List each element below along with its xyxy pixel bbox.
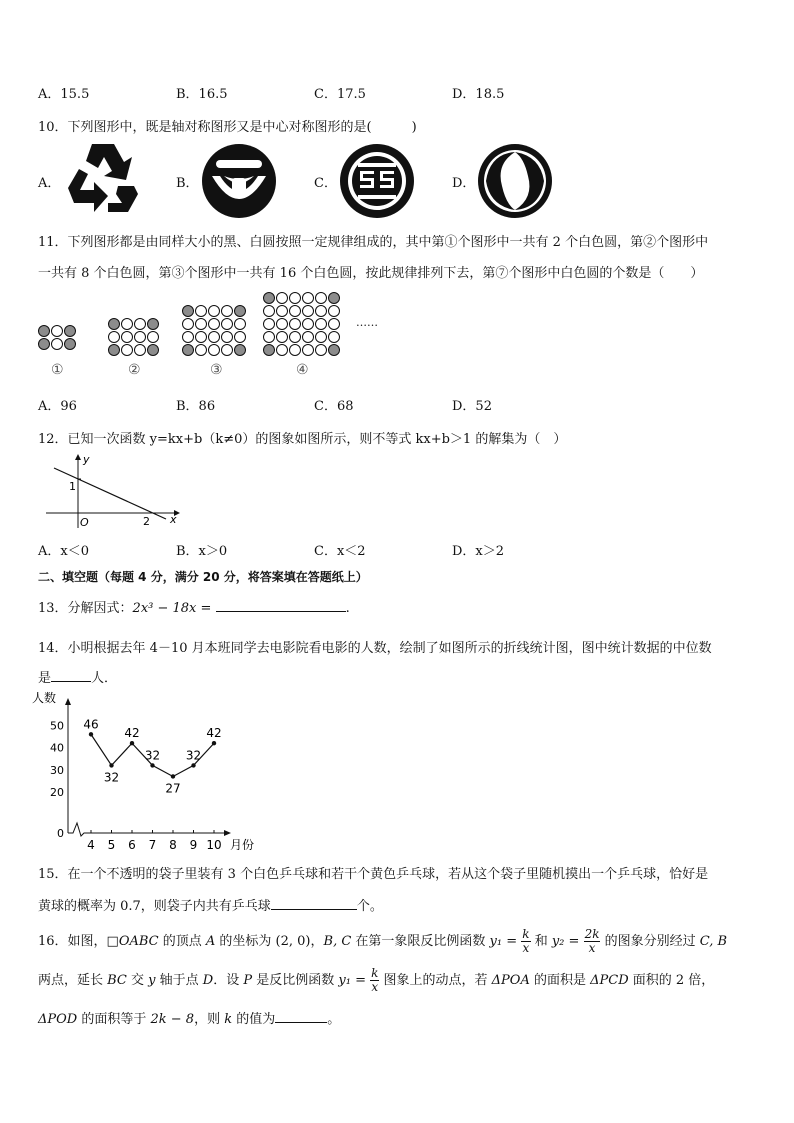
white-circle	[122, 319, 133, 330]
y-tick-label: 30	[50, 763, 64, 777]
black-circle	[235, 345, 246, 356]
black-circle	[329, 293, 340, 304]
white-circle	[209, 319, 220, 330]
white-circle	[196, 332, 207, 343]
x-tick-label: 4	[87, 838, 95, 852]
white-circle	[329, 332, 340, 343]
black-circle	[39, 326, 50, 337]
x-tick-label: 9	[189, 838, 198, 852]
x-tick-label: 8	[169, 838, 177, 852]
y-axis-title: 人数	[32, 691, 57, 705]
recycle-icon	[62, 140, 142, 220]
q16-line2: 两点，延长 BC 交 y 轴于点 D．设 P 是反比例函数 y₁ = $\frac{k}{x}$ 图象上的动点，若 ΔPOA 的面积是 ΔPCD 面积的 2 倍，	[38, 966, 715, 994]
figure-label-2: ②	[128, 362, 141, 378]
movie-attendance-line-chart	[30, 688, 270, 853]
q9-option-c: C．17.5	[314, 87, 366, 102]
white-circle	[329, 319, 340, 330]
data-label: 27	[165, 781, 181, 796]
white-circle	[109, 332, 120, 343]
white-circle	[135, 332, 146, 343]
q11-stem-line2: 一共有 8 个白色圆，第③个图形中一共有 16 个白色圆，按此规律排列下去，第⑦个图形中白色圆的个数是（ ）	[38, 266, 704, 281]
data-point	[109, 763, 113, 767]
x-axis-label: x	[170, 513, 177, 526]
y-intercept-label: 1	[69, 480, 76, 493]
white-circle	[290, 345, 301, 356]
white-circle	[148, 332, 159, 343]
white-circle	[303, 332, 314, 343]
data-point	[212, 741, 216, 745]
q10-label-b: B．	[176, 176, 199, 191]
white-circle	[196, 345, 207, 356]
white-circle	[316, 306, 327, 317]
black-circle	[329, 345, 340, 356]
q12-option-d: D．x＞2	[452, 544, 505, 559]
white-circle	[209, 306, 220, 317]
y-tick-label: 40	[50, 741, 64, 755]
white-circle	[303, 345, 314, 356]
data-point	[150, 763, 154, 767]
black-circle	[65, 339, 76, 350]
white-circle	[303, 306, 314, 317]
white-circle	[290, 293, 301, 304]
y-tick-label: 20	[50, 786, 64, 799]
q10-label-a: A．	[38, 176, 61, 191]
white-circle	[303, 293, 314, 304]
x-tick-label: 7	[148, 838, 157, 852]
white-circle	[264, 306, 275, 317]
white-circle	[277, 345, 288, 356]
black-circle	[183, 345, 194, 356]
q15-stem-line2: 黄球的概率为 0.7，则袋子内共有乒乓球 个。	[38, 899, 383, 914]
black-circle	[148, 319, 159, 330]
q9-option-d: D．18.5	[452, 87, 505, 102]
q13: 13．分解因式：2x³ − 18x = .	[38, 601, 350, 616]
white-circle	[222, 345, 233, 356]
black-circle	[39, 339, 50, 350]
q11-option-c: C．68	[314, 399, 354, 414]
white-circle	[277, 306, 288, 317]
x-axis-arrow	[224, 830, 231, 836]
white-circle	[52, 339, 63, 350]
y-axis-label: y	[83, 453, 90, 466]
white-circle	[122, 345, 133, 356]
data-label: 32	[185, 748, 202, 763]
white-circle	[290, 319, 301, 330]
x-intercept-label: 2	[143, 515, 150, 528]
white-circle	[290, 332, 301, 343]
q13-answer-blank[interactable]	[216, 599, 346, 612]
white-circle	[196, 306, 207, 317]
white-circle	[196, 319, 207, 330]
white-circle	[316, 319, 327, 330]
origin-label: O	[80, 516, 89, 529]
white-circle	[222, 332, 233, 343]
white-circle	[222, 306, 233, 317]
white-circle	[290, 306, 301, 317]
q14-answer-blank[interactable]	[51, 669, 91, 682]
x-axis-title: 月份	[230, 838, 255, 852]
data-label: 32	[144, 748, 161, 763]
black-circle	[235, 306, 246, 317]
y-axis-arrow	[65, 698, 71, 705]
q14-stem-line1: 14．小明根据去年 4－10 月本班同学去电影院看电影的人数，绘制了如图所示的折线统计图，图中统计数据的中位数	[38, 641, 712, 656]
x-tick-label: 6	[128, 838, 136, 852]
white-circle	[264, 319, 275, 330]
white-circle	[135, 319, 146, 330]
data-point	[171, 774, 175, 778]
q16-line1: 16．如图，□OABC 的顶点 A 的坐标为 (2, 0)，B, C 在第一象限反比例函数 y₁ = $\frac{k}{x}$ 和 y₂ = $\frac{2k}{x}$ 的图象分别经过 C, B	[38, 927, 728, 955]
q10-label-c: C．	[314, 176, 337, 191]
black-circle	[264, 293, 275, 304]
white-circle	[135, 345, 146, 356]
bank-logo-icon	[338, 142, 416, 220]
q12-stem: 12．已知一次函数 y=kx+b（k≠0）的图象如图所示，则不等式 kx+b＞1 的解集为（ ）	[38, 432, 567, 447]
q11-option-d: D．52	[452, 399, 492, 414]
black-circle	[109, 345, 120, 356]
white-circle	[316, 332, 327, 343]
white-circle	[316, 345, 327, 356]
white-circle	[222, 319, 233, 330]
data-point	[130, 741, 134, 745]
white-circle	[303, 319, 314, 330]
white-circle	[235, 319, 246, 330]
white-circle	[277, 332, 288, 343]
figure-ellipsis: ……	[356, 316, 378, 329]
q12-option-c: C．x＜2	[314, 544, 366, 559]
white-circle	[122, 332, 133, 343]
q12-option-a: A．x＜0	[38, 544, 89, 559]
data-point	[89, 732, 93, 736]
black-circle	[183, 306, 194, 317]
y-tick-label: 0	[57, 827, 64, 840]
x-axis	[68, 823, 226, 836]
q14-stem-line2: 是 人．	[38, 671, 118, 686]
figure-label-4: ④	[296, 362, 309, 378]
q16-answer-blank[interactable]	[275, 1010, 327, 1023]
figure-label-3: ③	[210, 362, 223, 378]
white-circle	[316, 293, 327, 304]
q15-answer-blank[interactable]	[271, 897, 357, 910]
quality-mark-icon	[200, 142, 278, 220]
x-tick-label: 10	[206, 838, 222, 852]
circle-pattern-figures	[30, 285, 380, 385]
white-circle	[209, 345, 220, 356]
q11-stem-line1: 11．下列图形都是由同样大小的黑、白圆按照一定规律组成的，其中第①个图形中一共有 2 个白色圆，第②个图形中	[38, 235, 709, 250]
q10-stem: 10．下列图形中，既是轴对称图形又是中心对称图形的是( )	[38, 120, 417, 135]
white-circle	[183, 319, 194, 330]
white-circle	[235, 332, 246, 343]
white-circle	[277, 293, 288, 304]
dongfeng-logo-icon	[476, 142, 554, 220]
white-circle	[52, 326, 63, 337]
q12-linear-graph	[44, 452, 184, 532]
q10-label-d: D．	[452, 176, 476, 191]
q15-stem-line1: 15．在一个不透明的袋子里装有 3 个白色乒乓球和若干个黄色乒乓球，若从这个袋子里随机摸出一个乒乓球，恰好是	[38, 867, 709, 882]
data-label: 46	[83, 717, 99, 732]
white-circle	[183, 332, 194, 343]
white-circle	[277, 319, 288, 330]
q9-option-b: B．16.5	[176, 87, 228, 102]
data-label: 42	[206, 726, 222, 741]
q11-option-b: B．86	[176, 399, 216, 414]
data-label: 32	[103, 770, 120, 785]
black-circle	[65, 326, 76, 337]
q12-option-b: B．x＞0	[176, 544, 228, 559]
q9-option-a: A．15.5	[38, 87, 90, 102]
data-label: 42	[124, 726, 140, 741]
white-circle	[329, 306, 340, 317]
q16-line3: ΔPOD 的面积等于 2k − 8，则 k 的值为 。	[38, 1012, 341, 1027]
data-point	[191, 763, 195, 767]
x-tick-label: 5	[107, 838, 116, 852]
function-line	[54, 468, 166, 519]
figure-label-1: ①	[51, 362, 64, 378]
section-2-title: 二、填空题（每题 4 分，满分 20 分，将答案填在答题纸上）	[38, 570, 368, 584]
white-circle	[209, 332, 220, 343]
y-tick-label: 50	[50, 719, 64, 733]
q11-option-a: A．96	[38, 399, 77, 414]
white-circle	[264, 332, 275, 343]
black-circle	[264, 345, 275, 356]
black-circle	[109, 319, 120, 330]
black-circle	[148, 345, 159, 356]
